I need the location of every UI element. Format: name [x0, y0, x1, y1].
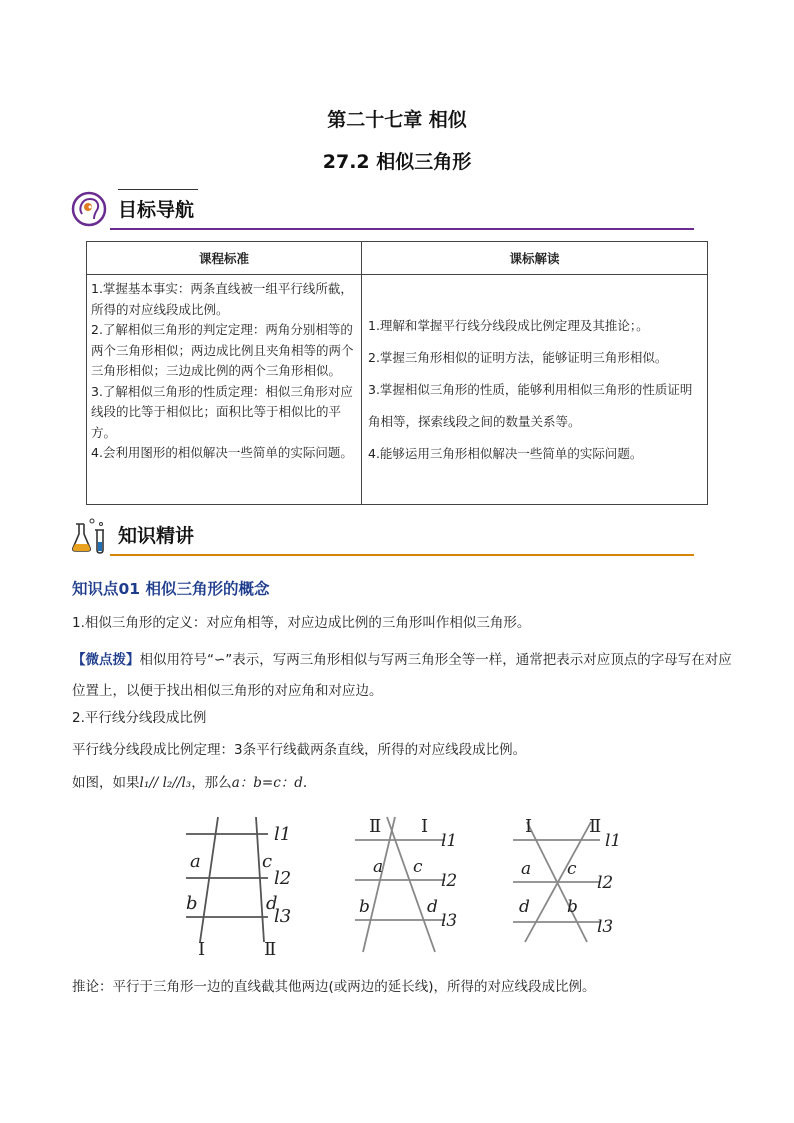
label-I: Ⅰ	[525, 816, 533, 837]
figure-intro-text: 如图，如果	[72, 775, 140, 791]
label-l2: l2	[274, 868, 292, 889]
label-c: c	[567, 859, 577, 879]
label-c: c	[413, 857, 423, 877]
theorem-text: 平行线分线段成比例定理：3条平行线截两条直线，所得的对应线段成比例。	[72, 742, 527, 758]
tip-label: 【微点拨】	[72, 652, 140, 668]
label-l1: l1	[274, 824, 292, 845]
goals-rule	[110, 228, 694, 230]
label-a: a	[521, 859, 532, 879]
label-l2: l2	[597, 873, 614, 893]
brain-icon	[70, 190, 108, 228]
label-l1: l1	[441, 831, 458, 851]
item2-title: 2.平行线分线段成比例	[72, 710, 207, 726]
label-c: c	[262, 851, 273, 872]
label-I: Ⅰ	[421, 816, 429, 837]
table-header-standard: 课程标准	[87, 242, 362, 275]
section-title: 27.2 相似三角形	[322, 151, 472, 173]
knowledge-heading: 知识精讲	[118, 525, 195, 547]
knowledge-point-title: 知识点01 相似三角形的概念	[72, 580, 270, 598]
label-d: d	[266, 893, 278, 914]
parallel-condition: l₁// l₂//l₃	[139, 775, 192, 791]
label-II: Ⅱ	[589, 816, 602, 837]
figure-parallel-lines-1	[178, 812, 318, 962]
goals-section-header	[70, 190, 694, 230]
label-I: Ⅰ	[198, 939, 206, 960]
label-II: Ⅱ	[369, 816, 382, 837]
label-l1: l1	[605, 831, 622, 851]
figure-then-text: ，那么	[191, 775, 232, 791]
figure-parallel-lines-2	[345, 812, 475, 962]
interpretation-item: 3.掌握相似三角形的性质，能够利用相似三角形的性质证明角相等，探索线段之间的数量关系等。	[368, 381, 693, 429]
label-a: a	[190, 851, 201, 872]
tip-text: 相似用符号“∽”表示，写两三角形相似与写两三角形全等一样，通常把表示对应顶点的字母写在对应位置上，以便于找出相似三角形的对应角和对应边。	[72, 652, 732, 699]
knowledge-rule	[110, 554, 694, 556]
interpretation-item: 1.理解和掌握平行线分线段成比例定理及其推论；。	[368, 317, 649, 333]
standard-item: 1.掌握基本事实：两条直线被一组平行线所截，所得的对应线段成比例。	[91, 281, 353, 317]
label-l3: l3	[441, 911, 458, 931]
interpretation-cell	[362, 275, 708, 505]
label-l2: l2	[441, 871, 458, 891]
goals-heading: 目标导航	[118, 199, 195, 221]
tip-paragraph	[72, 645, 732, 707]
definition-text: 1.相似三角形的定义：对应角相等，对应边成比例的三角形叫作相似三角形。	[72, 615, 531, 631]
interpretation-item: 2.掌握三角形相似的证明方法，能够证明三角形相似。	[368, 349, 668, 365]
label-l3: l3	[597, 917, 614, 937]
ratio-text: a：b=c：d.	[231, 775, 308, 791]
label-b: b	[186, 893, 198, 914]
label-d: d	[519, 897, 530, 917]
label-b: b	[567, 897, 578, 917]
standard-item: 4.会利用图形的相似解决一些简单的实际问题。	[91, 445, 353, 460]
standard-cell	[87, 275, 362, 505]
label-b: b	[359, 897, 370, 917]
goal-table	[86, 241, 708, 505]
label-a: a	[373, 857, 384, 877]
standard-item: 3.了解相似三角形的性质定理：相似三角形对应线段的比等于相似比；面积比等于相似比的平方。	[91, 383, 353, 440]
flask-icon	[70, 516, 110, 554]
figure-parallel-lines-3	[505, 812, 635, 962]
chapter-title: 第二十七章 相似	[327, 109, 467, 131]
standard-item: 2.了解相似三角形的判定定理：两角分别相等的两个三角形相似；两边成比例且夹角相等的两个三角形相似；三边成比例的两个三角形相似。	[91, 322, 354, 378]
label-l3: l3	[274, 906, 292, 927]
label-II: Ⅱ	[264, 939, 277, 960]
corollary-text: 推论：平行于三角形一边的直线截其他两边(或两边的延长线)，所得的对应线段成比例。	[72, 979, 596, 995]
figure-intro	[72, 773, 732, 793]
header-topline	[118, 189, 198, 190]
interpretation-item: 4.能够运用三角形相似解决一些简单的实际问题。	[368, 445, 643, 461]
label-d: d	[427, 897, 438, 917]
table-header-interpretation: 课标解读	[362, 242, 708, 275]
knowledge-section-header	[70, 516, 694, 556]
